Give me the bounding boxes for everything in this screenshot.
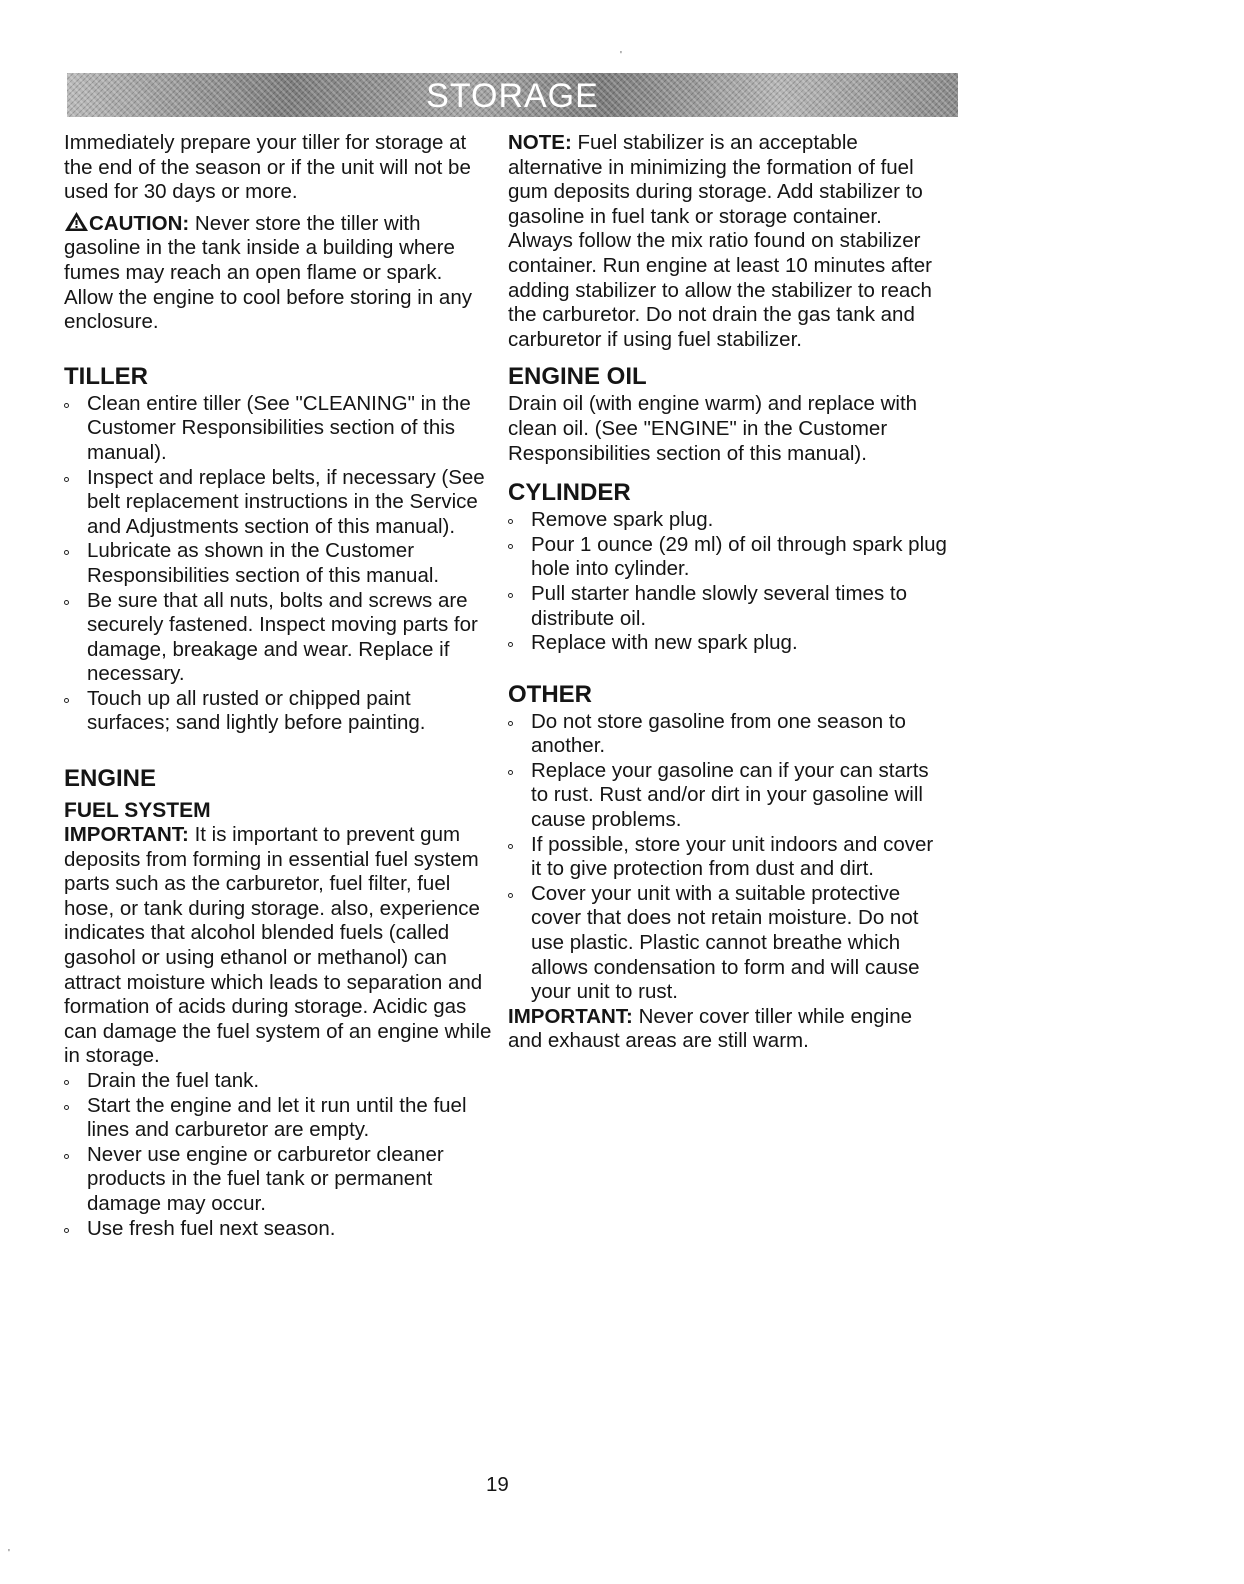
other-important-paragraph (508, 1005, 948, 1054)
list-item: Remove spark plug. (508, 508, 948, 533)
list-item: Clean entire tiller (See "CLEANING" in the Customer Responsibilities section of this manual). (64, 392, 494, 466)
list-item: Use fresh fuel next season. (64, 1217, 494, 1242)
caution-label: CAUTION: (89, 211, 190, 235)
bullet-icon (64, 477, 69, 482)
bullet-icon (508, 642, 513, 647)
caution-text: Never store the tiller with gasoline in the tank inside a building where fumes may reach an open flame or spark. Allow the engine to cool before storing in any enclosure. (64, 211, 472, 334)
list-item: Never use engine or carburetor cleaner products in the fuel tank or permanent damage may occur. (64, 1143, 494, 1217)
bullet-icon (508, 593, 513, 598)
list-item: Inspect and replace belts, if necessary (See belt replacement instructions in the Service and Adjustments section of this manual). (64, 466, 494, 540)
bullet-icon (64, 1080, 69, 1085)
list-item: Replace with new spark plug. (508, 631, 948, 656)
cylinder-list (508, 508, 948, 656)
warning-triangle-icon (64, 211, 89, 232)
scan-mark: ' (620, 50, 622, 61)
right-column (508, 131, 948, 1054)
important-label: IMPORTANT: (508, 1004, 633, 1028)
caution-paragraph (64, 211, 494, 335)
fuel-important-paragraph (64, 823, 494, 1069)
bullet-icon (508, 844, 513, 849)
list-item: Be sure that all nuts, bolts and screws are securely fastened. Inspect moving parts for damage, breakage and wear. Replace if necessary. (64, 589, 494, 687)
important-label: IMPORTANT: (64, 823, 189, 847)
cylinder-heading: CYLINDER (508, 479, 631, 507)
section-title: STORAGE (426, 77, 599, 115)
bullet-icon (508, 721, 513, 726)
list-item: If possible, store your unit indoors and cover it to give protection from dust and dirt. (508, 833, 948, 882)
bullet-icon (64, 403, 69, 408)
bullet-icon (64, 1154, 69, 1159)
other-list (508, 710, 948, 1005)
left-column (64, 131, 494, 1241)
bullet-icon (64, 1228, 69, 1233)
bullet-icon (508, 544, 513, 549)
note-label: NOTE: (508, 131, 572, 154)
scan-mark: ' (8, 1548, 10, 1559)
fuel-system-list (64, 1069, 494, 1241)
fuel-system-heading: FUEL SYSTEM (64, 799, 211, 823)
list-item: Start the engine and let it run until the fuel lines and carburetor are empty. (64, 1094, 494, 1143)
list-item: Touch up all rusted or chipped paint surfaces; sand lightly before painting. (64, 687, 494, 736)
note-paragraph (508, 131, 948, 352)
bullet-icon (508, 519, 513, 524)
important-text: Never cover tiller while engine and exhaust areas are still warm. (508, 1004, 913, 1053)
list-item: Drain the fuel tank. (64, 1069, 494, 1094)
section-banner (67, 73, 958, 117)
intro-paragraph: Immediately prepare your tiller for storage at the end of the season or if the unit will not be used for 30 days or more. (64, 131, 471, 204)
bullet-icon (508, 770, 513, 775)
bullet-icon (64, 600, 69, 605)
engine-oil-heading: ENGINE OIL (508, 363, 647, 391)
important-text: It is important to prevent gum deposits from forming in essential fuel system parts such as the carburetor, fuel filter, fuel hose, or tank during storage. also, experience indicates that alcohol blended fuels (called gasohol or using ethanol or methanol) can attract moisture which leads to separation and formation of acids during storage. Acidic gas can damage the fuel system of an engine while in storage. (64, 823, 492, 1068)
note-text: Fuel stabilizer is an acceptable alternative in minimizing the formation of fuel gum deposits during storage. Add stabilizer to gasoline in fuel tank or storage container. Always follow the mix ratio found on stabilizer container. Run engine at least 10 minutes after adding stabilizer to allow the stabilizer to reach the carburetor. Do not drain the gas tank and carburetor if using fuel stabilizer. (508, 131, 932, 351)
bullet-icon (64, 698, 69, 703)
list-item: Lubricate as shown in the Customer Responsibilities section of this manual. (64, 539, 494, 588)
engine-heading: ENGINE (64, 765, 157, 793)
bullet-icon (64, 1105, 69, 1110)
tiller-list (64, 392, 494, 736)
list-item: Cover your unit with a suitable protective cover that does not retain moisture. Do not use plastic. Plastic cannot breathe which allows condensation to form and will cause your unit to rust. (508, 882, 948, 1005)
page-number: 19 (486, 1473, 509, 1496)
list-item: Replace your gasoline can if your can starts to rust. Rust and/or dirt in your gasoline will cause problems. (508, 759, 948, 833)
list-item: Pour 1 ounce (29 ml) of oil through spark plug hole into cylinder. (508, 533, 948, 582)
list-item: Pull starter handle slowly several times to distribute oil. (508, 582, 948, 631)
bullet-icon (508, 893, 513, 898)
tiller-heading: TILLER (64, 362, 148, 390)
list-item: Do not store gasoline from one season to another. (508, 710, 948, 759)
engine-oil-paragraph: Drain oil (with engine warm) and replace with clean oil. (See "ENGINE" in the Customer Responsibilities section of this manual). (508, 392, 918, 465)
other-heading: OTHER (508, 680, 592, 708)
bullet-icon (64, 550, 69, 555)
